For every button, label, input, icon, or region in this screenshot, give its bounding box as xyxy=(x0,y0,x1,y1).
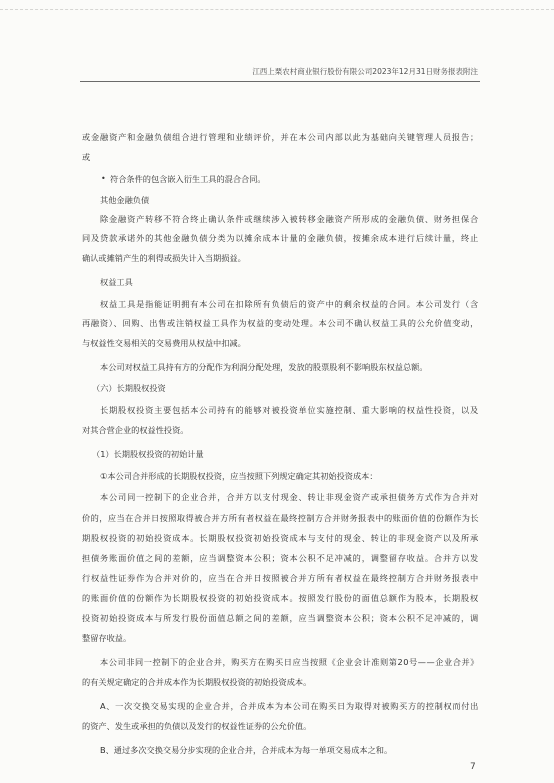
body-text-line: A、一次交换交易实现的企业合并，合并成本为本公司在购买日为取得对被购买方的控制权而付出 xyxy=(100,701,479,711)
header-title: 江西上栗农村商业银行股份有限公司2023年12月31日财务报表附注 xyxy=(252,67,478,76)
body-text-line: 行权益性证券作为合并对价的，应当在合并日按照被合并方所有者权益在最终控制方合并财务报表中 xyxy=(82,573,479,583)
body-text-line: 权益工具是指能证明拥有本公司在扣除所有负债后的资产中的剩余权益的合同。本公司发行（含 xyxy=(100,299,479,309)
body-text-line: 的有关规定确定的合并成本作为长期股权投资的初始投资成本。 xyxy=(82,677,312,687)
body-text-line: 再融资）、回购、出售或注销权益工具作为权益的变动处理。本公司不确认权益工具的公允价值变动， xyxy=(82,318,479,328)
body-text-line: 或 xyxy=(82,152,91,162)
section-heading: 权益工具 xyxy=(100,277,133,287)
body-text-line: 同及贷款承诺外的其他金融负债分类为以摊余成本计量的金融负债，按摊余成本进行后续计量，终止 xyxy=(82,233,479,243)
body-text-line: 担债务账面价值之间的差额，应当调整资本公积；资本公积不足冲减的，调整留存收益。合并方以发 xyxy=(82,553,479,563)
body-text-line: 除金融资产转移不符合终止确认条件或继续涉入被转移金融资产所形成的金融负债、财务担保合 xyxy=(100,214,479,224)
body-text-line: 本公司同一控制下的企业合并，合并方以支付现金、转让非现金资产或承担债务方式作为合并对 xyxy=(100,492,479,502)
body-text-line: 确认或摊销产生的利得或损失计入当期损益。 xyxy=(82,253,246,263)
body-text-line: B、通过多次交换交易分步实现的企业合并，合并成本为每一单项交易成本之和。 xyxy=(100,745,393,755)
body-text-line: 或金融资产和金融负债组合进行管理和业绩评价，并在本公司内部以此为基础向关键管理人员报告； xyxy=(82,132,479,142)
body-text-line: 的资产、发生或承担的负债以及发行的权益性证券的公允价值。 xyxy=(82,721,312,731)
body-text-line: 投资初始投资成本与所发行股份面值总额之间的差额，应当调整资本公积；资本公积不足冲减的，调 xyxy=(82,613,479,623)
bullet-text: 符合条件的包含嵌入衍生工具的混合合同。 xyxy=(110,174,266,184)
body-text-line: 与权益性交易相关的交易费用从权益中扣减。 xyxy=(82,338,246,348)
body-text-line: 对其合营企业的权益性投资。 xyxy=(82,425,189,435)
bullet-marker: • xyxy=(101,174,106,183)
page-number: 7 xyxy=(470,762,476,772)
section-heading: （六）长期股权投资 xyxy=(92,383,166,393)
scan-edge-line xyxy=(0,9,554,10)
header-rule xyxy=(80,81,480,82)
subsection-heading: （1）长期股权投资的初始计量 xyxy=(92,449,204,459)
body-text-line: 期股权投资的初始投资成本。长期股权投资初始投资成本与支付的现金、转让的非现金资产以及所承 xyxy=(82,533,479,543)
body-text-line: 长期股权投资主要包括本公司持有的能够对被投资单位实施控制、重大影响的权益性投资，以及 xyxy=(100,405,479,415)
section-heading: 其他金融负债 xyxy=(100,195,150,205)
body-text-line: 的账面价值的份额作为长期股权投资的初始投资成本。按照发行股份的面值总额作为股本，长期股权 xyxy=(82,593,479,603)
body-text-line: 整留存收益。 xyxy=(82,633,132,643)
body-text-line: ①本公司合并形成的长期股权投资，应当按照下列规定确定其初始投资成本： xyxy=(100,471,378,481)
body-text-line: 本公司对权益工具持有方的分配作为利润分配处理，发放的股票股利不影响股东权益总额。 xyxy=(100,362,428,372)
body-text-line: 本公司非同一控制下的企业合并，购买方在购买日应当按照《企业会计准则第20号——企业合并》 xyxy=(100,657,479,667)
body-text-line: 价的，应当在合并日按照取得被合并方所有者权益在最终控制方合并财务报表中的账面价值的份额作为长 xyxy=(82,513,479,523)
